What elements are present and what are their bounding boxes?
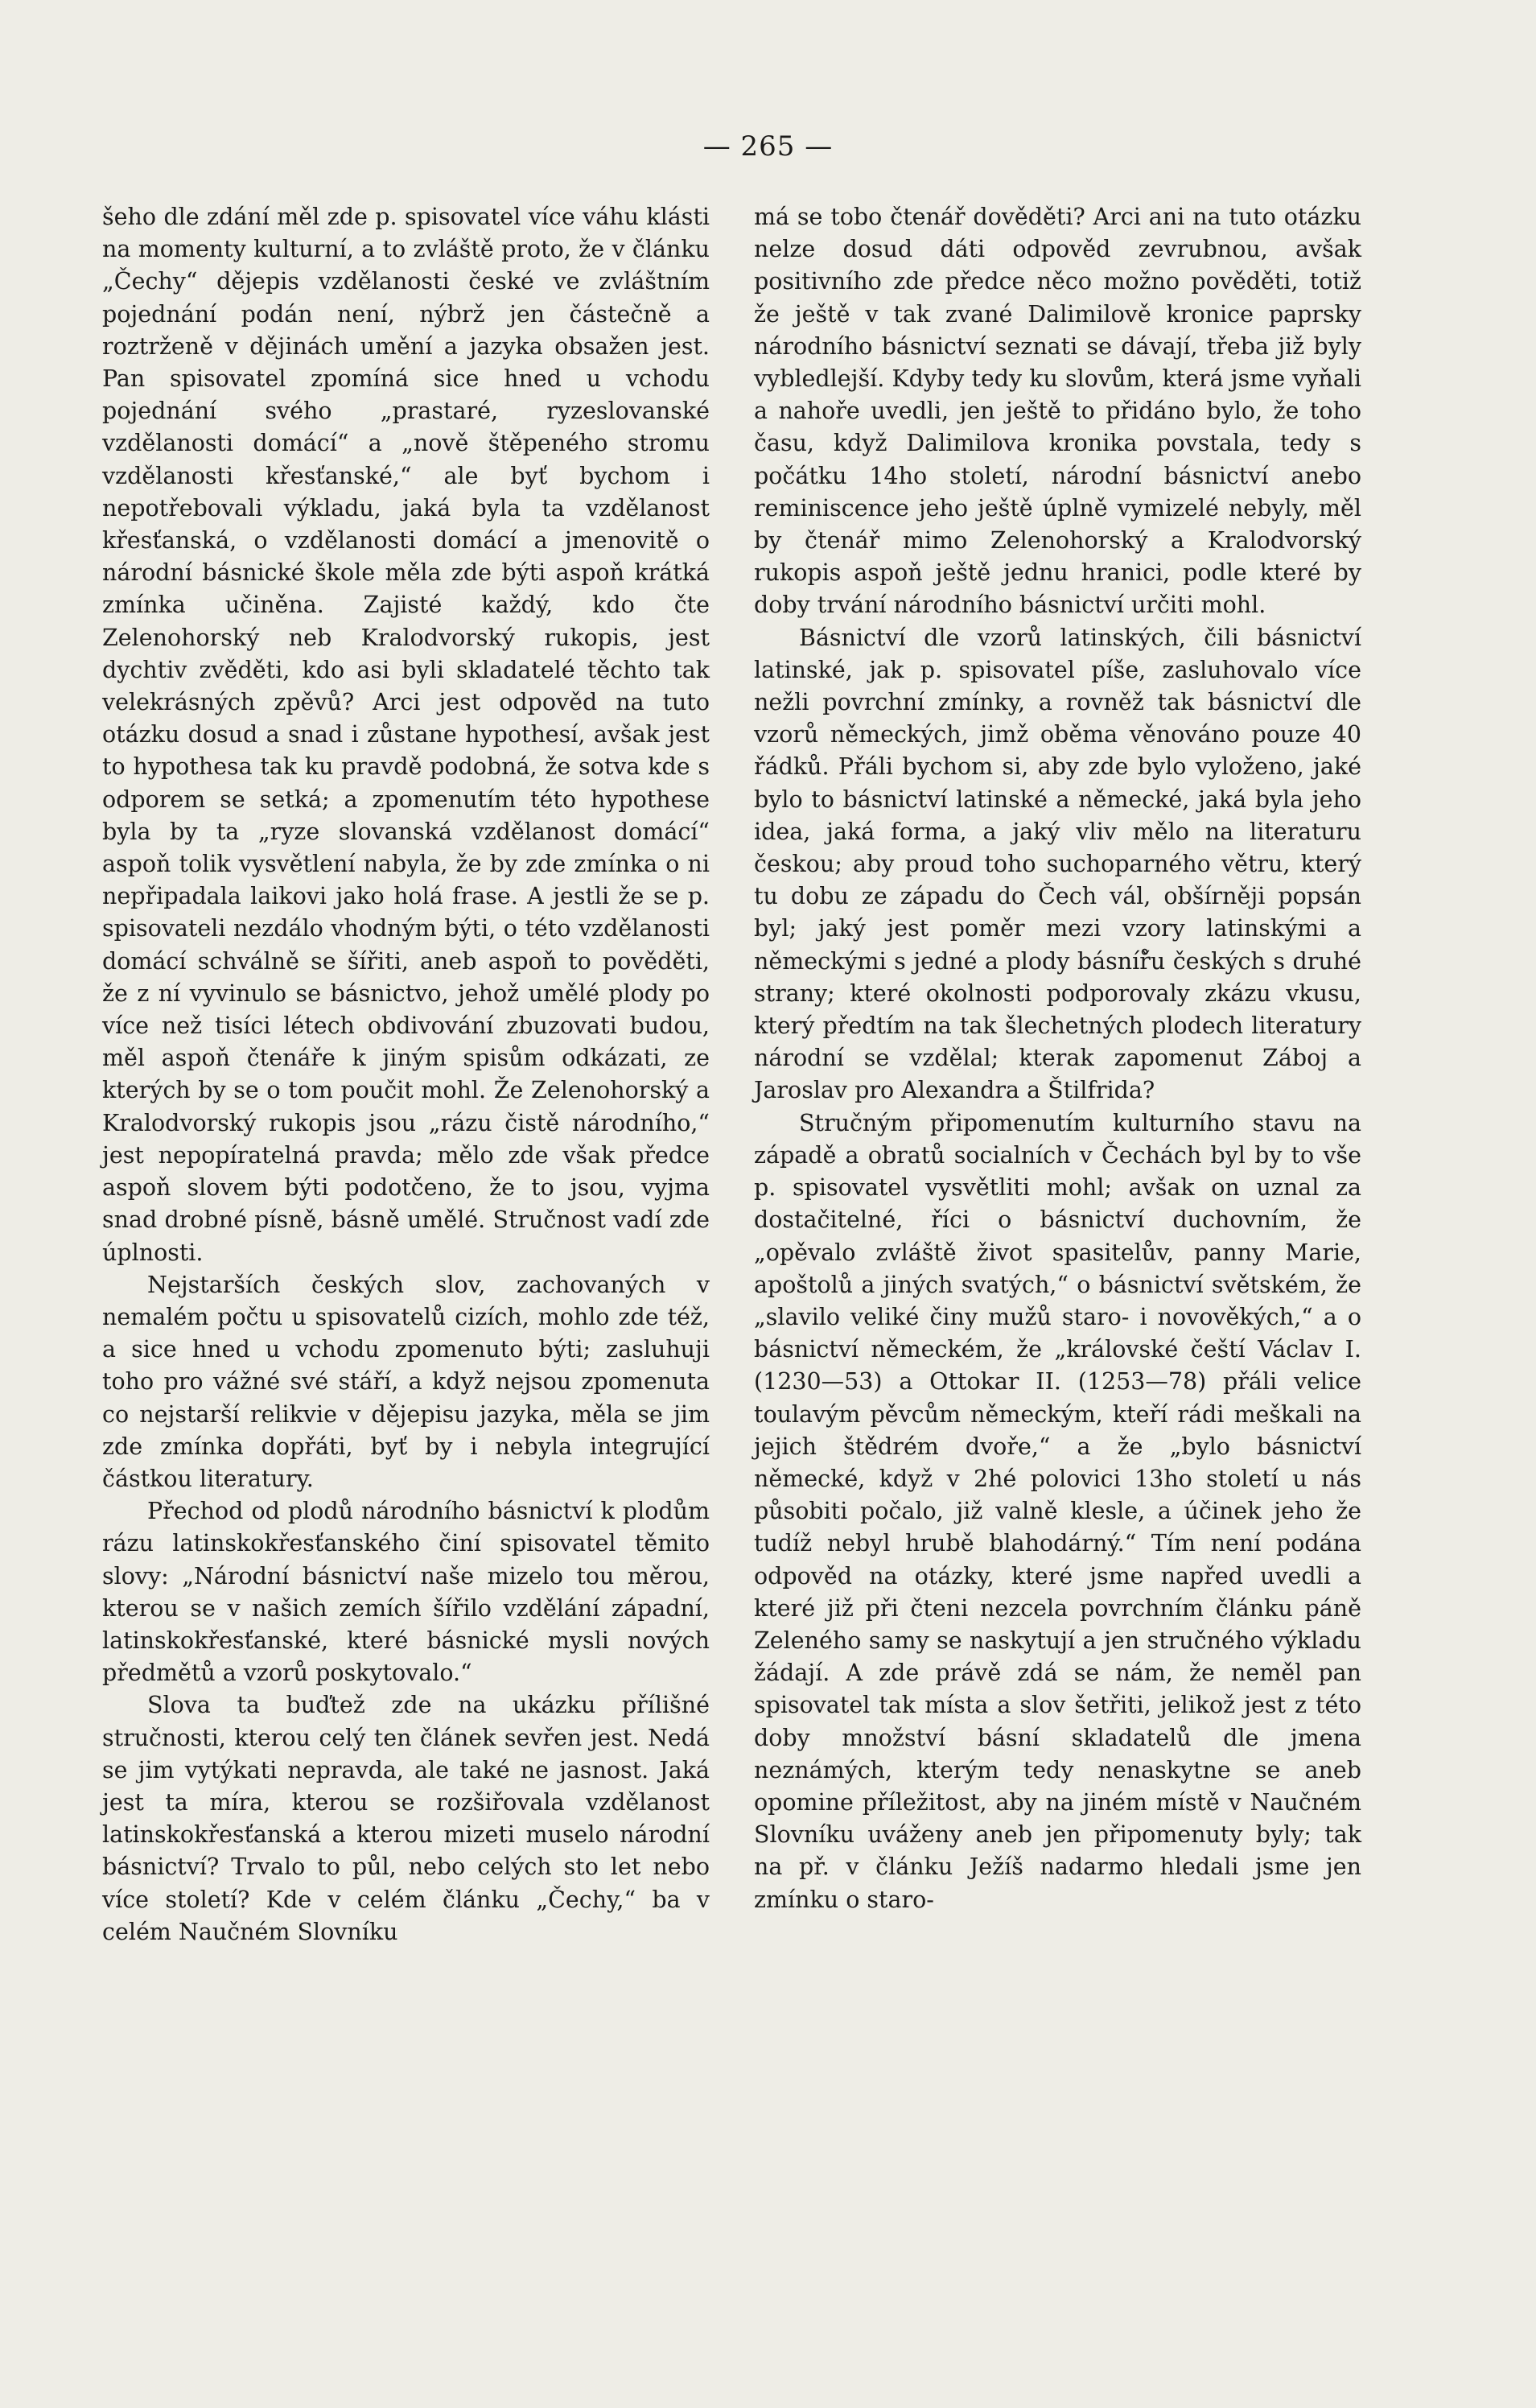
paragraph: Stručným připomenutím kulturního stavu na západě a obratů socialních v Čechách byl by to vše p. spisovatel vysvětliti mohl; avšak on uznal za dostačitelné, říci o básnictví duchovním, že „opěvalo zvláště život spasitelův, panny Marie, apoštolů a jiných svatých,“ o básnictví světském, že „slavilo veliké činy mužů staro- i novověkých,“ a o básnictví německém, že „královské čeští Václav I. (1230—53) a Ottokar II. (1253—78) přáli velice toulavým pěvcům německým, kteří rádi meškali na jejich štědrém dvoře,“ a že „bylo básnictví německé, když v 2hé polovici 13ho století u nás působiti počalo, již valně klesle, a účinek jeho že tudíž nebyl hrubě blahodárný.“ Tím není podána odpověd na otázky, které jsme napřed uvedli a které již při čteni nezcela povrchním článku páně Zeleného samy se naskytují a jen stručného výkladu žádají. A zde právě zdá se nám, že neměl pan spisovatel tak místa a slov šetřiti, jelikož jest z této doby množství básní skladatelů dle jmena neznámých, kterým tedy nenaskytne se aneb opomine příležitost, aby na jiném místě v Naučném Slovníku uváženy aneb jen připomenuty byly; tak na př. v článku Ježíš nadarmo hledali jsme jen zmínku o staro- xyxy=(754,1109,1361,1913)
paragraph: Slova ta buďtež zde na ukázku přílišné stručnosti, kterou celý ten článek sevřen jest. Nedá se jim vytýkati nepravda, ale také ne jasnost. Jaká jest ta míra, kterou se rozšiřovala vzdělanost latinskokřesťanská a kterou mizeti muselo národní básnictví? Trvalo to půl, nebo celých sto let nebo více století? Kde v celém článku „Čechy,“ ba v celém Naučném Slovníku xyxy=(102,1692,710,1945)
paragraph: má se tobo čtenář dověděti? Arci ani na tuto otázku nelze dosud dáti odpověd zevrubnou, avšak positivního zde předce něco možno pověděti, totiž že ještě v tak zvané Dalimilově kronice paprsky národního básnictví seznati se dávají, třeba již byly vybledlejší. Kdyby tedy ku slovům, která jsme vyňali a nahoře uvedli, jen ještě to přidáno bylo, že toho času, když Dalimilova kronika povstala, tedy s počátku 14ho století, národní básnictví anebo reminiscence jeho ještě úplně vymizelé nebyly, měl by čtenář mimo Zelenohorský a Kralodvorský rukopis aspoň ještě jednu hranici, podle které by doby trvání národního básnictví určiti mohl. xyxy=(754,204,1361,619)
paragraph: Nejstarších českých slov, zachovaných v nemalém počtu u spisovatelů cizích, mohlo zde též, a sice hned u vchodu zpomenuto býti; zasluhuji toho pro vážné své stáří, a když nejsou zpomenuta co nejstarší relikvie v dějepisu jazyka, měla se jim zde zmínka dopřáti, byť by i nebyla integrující částkou literatury. xyxy=(102,1271,710,1492)
right-column xyxy=(754,201,1361,1916)
page-number: — 265 — xyxy=(702,130,834,163)
left-column xyxy=(102,201,710,1948)
paragraph: Básnictví dle vzorů latinských, čili básnictví latinské, jak p. spisovatel píše, zasluhovalo více nežli povrchní zmínky, a rovněž tak básnictví dle vzorů německých, jimž oběma věnováno pouze 40 řádků. Přáli bychom si, aby zde bylo vyloženo, jaké bylo to básnictví latinské a německé, jaká byla jeho idea, jaká forma, a jaký vliv mělo na literaturu českou; aby proud toho suchoparného větru, který tu dobu ze západu do Čech vál, obšírněji popsán byl; jaký jest poměr mezi vzory latinskými a německými s jedné a plody básníř̊u českých s druhé strany; které okolnosti podporovaly zkázu vkusu, který předtím na tak šlechetných plodech literatury národní se vzdělal; kterak zapomenut Záboj a Jaroslav pro Alexandra a Štilfrida? xyxy=(754,624,1361,1104)
paragraph: šeho dle zdání měl zde p. spisovatel více váhu klásti na momenty kulturní, a to zvláště proto, že v článku „Čechy“ dějepis vzdělanosti české ve zvláštním pojednání podán není, nýbrž jen částečně a roztrženě v dějinách umění a jazyka obsažen jest. Pan spisovatel zpomíná sice hned u vchodu pojednání svého „prastaré, ryzeslovanské vzdělanosti domácí“ a „nově štěpeného stromu vzdělanosti křesťanské,“ ale byť bychom i nepotřebovali výkladu, jaká byla ta vzdělanost křesťanská, o vzdělanosti domácí a jmenovitě o národní básnické škole měla zde býti aspoň krátká zmínka učiněna. Zajisté každý, kdo čte Zelenohorský neb Kralodvorský rukopis, jest dychtiv zvěděti, kdo asi byli skladatelé těchto tak velekrásných zpěvů? Arci jest odpověd na tuto otázku dosud a snad i zůstane hypothesí, avšak jest to hypothesa tak ku pravdě podobná, že sotva kde s odporem se setká; a zpomenutím této hypothese byla by ta „ryze slovanská vzdělanost domácí“ aspoň tolik vysvětlení nabyla, že by zde zmínka o ni nepřipadala laikovi jako holá frase. A jestli že se p. spisovateli nezdálo vhodným býti, o této vzdělanosti domácí schválně se šířiti, aneb aspoň to pověděti, že z ní vyvinulo se básnictvo, jehož umělé plody po více než tisíci létech obdivování zbuzovati budou, měl aspoň čtenáře k jiným spisům odkázati, ze kterých by se o tom poučit mohl. Že Zelenohorský a Kralodvorský rukopis jsou „rázu čistě národního,“ jest nepopíratelná pravda; mělo zde však předce aspoň slovem býti podotčeno, že to jsou, vyjma snad drobné písně, básně umělé. Stručnost vadí zde úplnosti. xyxy=(102,204,710,1266)
paragraph: Přechod od plodů národního básnictví k plodům rázu latinskokřesťanského činí spisovatel těmito slovy: „Národní básnictví naše mizelo tou měrou, kterou se v našich zemích šířilo vzdělání západní, latinskokřesťanské, které básnické mysli nových předmětů a vzorů poskytovalo.“ xyxy=(102,1498,710,1687)
